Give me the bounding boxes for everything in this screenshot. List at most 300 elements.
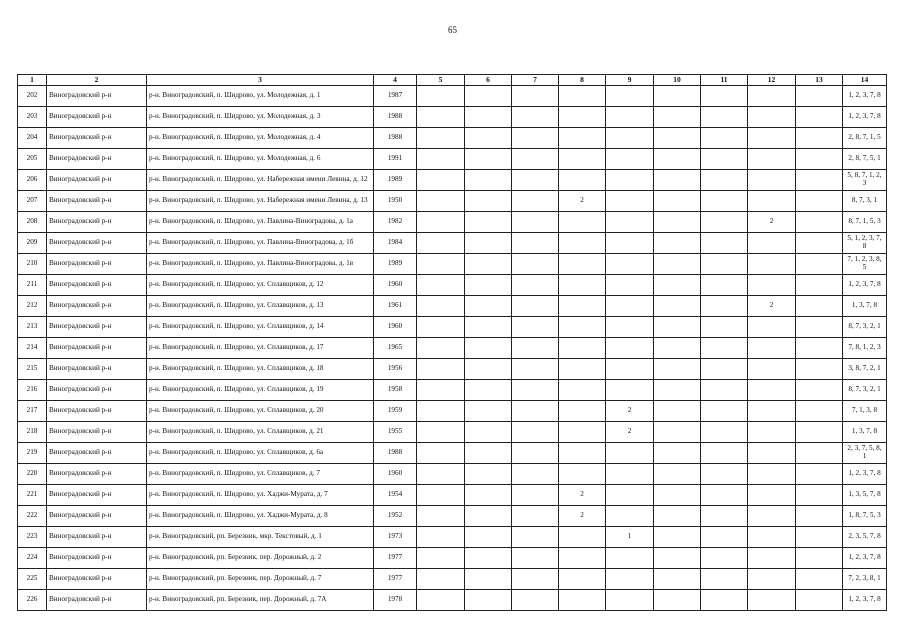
col7-cell — [512, 170, 559, 191]
col5-cell — [417, 380, 465, 401]
col5-cell — [417, 548, 465, 569]
table-row — [18, 233, 887, 254]
column-header: 4 — [374, 75, 417, 86]
col6-cell — [465, 590, 512, 611]
year-cell: 1982 — [374, 212, 417, 233]
column-header: 12 — [748, 75, 796, 86]
col7-cell — [512, 464, 559, 485]
year-cell: 1959 — [374, 401, 417, 422]
col9-cell — [606, 338, 654, 359]
col13-cell — [796, 149, 843, 170]
col13-cell — [796, 107, 843, 128]
col8-cell — [559, 233, 606, 254]
year-cell: 1977 — [374, 548, 417, 569]
col14-cell: 1, 3, 7, 8 — [843, 422, 887, 443]
col14-cell: 1, 2, 3, 7, 8 — [843, 275, 887, 296]
col13-cell — [796, 443, 843, 464]
table-row — [18, 506, 887, 527]
col12-cell — [748, 191, 796, 212]
table-row — [18, 359, 887, 380]
col8-cell — [559, 527, 606, 548]
col8-cell — [559, 275, 606, 296]
col7-cell — [512, 527, 559, 548]
col14-cell: 1, 2, 3, 7, 8 — [843, 86, 887, 107]
col13-cell — [796, 170, 843, 191]
row-number: 208 — [18, 212, 47, 233]
col9-cell — [606, 548, 654, 569]
col9-cell — [606, 296, 654, 317]
col12-cell — [748, 485, 796, 506]
col6-cell — [465, 275, 512, 296]
year-cell: 1978 — [374, 590, 417, 611]
col5-cell — [417, 275, 465, 296]
register-table — [17, 74, 887, 611]
row-number: 213 — [18, 317, 47, 338]
col7-cell — [512, 296, 559, 317]
col6-cell — [465, 233, 512, 254]
col5-cell — [417, 485, 465, 506]
col12-cell — [748, 464, 796, 485]
row-number: 218 — [18, 422, 47, 443]
table-row — [18, 401, 887, 422]
col12-cell — [748, 443, 796, 464]
col9-cell — [606, 506, 654, 527]
row-number: 221 — [18, 485, 47, 506]
col8-cell: 2 — [559, 506, 606, 527]
col10-cell — [654, 422, 701, 443]
col14-cell: 1, 2, 3, 7, 8 — [843, 590, 887, 611]
row-number: 203 — [18, 107, 47, 128]
col12-cell — [748, 506, 796, 527]
col6-cell — [465, 107, 512, 128]
col6-cell — [465, 464, 512, 485]
col12-cell — [748, 338, 796, 359]
col10-cell — [654, 317, 701, 338]
col13-cell — [796, 317, 843, 338]
col10-cell — [654, 254, 701, 275]
col11-cell — [701, 170, 748, 191]
table-row — [18, 128, 887, 149]
col7-cell — [512, 380, 559, 401]
district-cell: Виноградовский р-н — [47, 338, 147, 359]
col10-cell — [654, 401, 701, 422]
col7-cell — [512, 149, 559, 170]
district-cell: Виноградовский р-н — [47, 86, 147, 107]
address-cell: р-н. Виноградовский, п. Шидрово, ул. Хаджи-Мурата, д. 7 — [147, 485, 374, 506]
col13-cell — [796, 296, 843, 317]
address-cell: р-н. Виноградовский, п. Шидрово, ул. Сплавщиков, д. 7 — [147, 464, 374, 485]
col12-cell — [748, 422, 796, 443]
col10-cell — [654, 569, 701, 590]
col7-cell — [512, 548, 559, 569]
col5-cell — [417, 149, 465, 170]
col11-cell — [701, 569, 748, 590]
district-cell: Виноградовский р-н — [47, 254, 147, 275]
col13-cell — [796, 401, 843, 422]
col8-cell — [559, 296, 606, 317]
col14-cell: 8, 7, 3, 2, 1 — [843, 380, 887, 401]
col9-cell — [606, 359, 654, 380]
col14-cell: 1, 2, 3, 7, 8 — [843, 464, 887, 485]
col13-cell — [796, 548, 843, 569]
col14-cell: 1, 2, 3, 7, 8 — [843, 107, 887, 128]
col12-cell — [748, 233, 796, 254]
col10-cell — [654, 548, 701, 569]
row-number: 211 — [18, 275, 47, 296]
col7-cell — [512, 86, 559, 107]
address-cell: р-н. Виноградовский, п. Шидрово, ул. Сплавщиков, д. 21 — [147, 422, 374, 443]
col7-cell — [512, 191, 559, 212]
year-cell: 1987 — [374, 86, 417, 107]
col7-cell — [512, 443, 559, 464]
col10-cell — [654, 359, 701, 380]
col13-cell — [796, 233, 843, 254]
col5-cell — [417, 254, 465, 275]
table-row — [18, 380, 887, 401]
col9-cell — [606, 590, 654, 611]
column-header: 8 — [559, 75, 606, 86]
district-cell: Виноградовский р-н — [47, 590, 147, 611]
address-cell: р-н. Виноградовский, п. Шидрово, ул. Хаджи-Мурата, д. 8 — [147, 506, 374, 527]
col6-cell — [465, 569, 512, 590]
col13-cell — [796, 590, 843, 611]
col11-cell — [701, 464, 748, 485]
table-row — [18, 317, 887, 338]
col5-cell — [417, 401, 465, 422]
col7-cell — [512, 569, 559, 590]
col11-cell — [701, 128, 748, 149]
col6-cell — [465, 527, 512, 548]
col8-cell — [559, 86, 606, 107]
col14-cell: 5, 1, 2, 3, 7, 8 — [843, 233, 887, 254]
district-cell: Виноградовский р-н — [47, 233, 147, 254]
col10-cell — [654, 170, 701, 191]
col10-cell — [654, 485, 701, 506]
col5-cell — [417, 506, 465, 527]
col12-cell — [748, 590, 796, 611]
col12-cell — [748, 359, 796, 380]
col6-cell — [465, 422, 512, 443]
col13-cell — [796, 506, 843, 527]
page-number: 65 — [448, 25, 457, 35]
col13-cell — [796, 359, 843, 380]
col12-cell — [748, 86, 796, 107]
col10-cell — [654, 506, 701, 527]
col12-cell — [748, 128, 796, 149]
col13-cell — [796, 254, 843, 275]
col11-cell — [701, 317, 748, 338]
year-cell: 1984 — [374, 233, 417, 254]
district-cell: Виноградовский р-н — [47, 107, 147, 128]
col11-cell — [701, 401, 748, 422]
district-cell: Виноградовский р-н — [47, 485, 147, 506]
col14-cell: 7, 1, 2, 3, 8, 5 — [843, 254, 887, 275]
year-cell: 1954 — [374, 485, 417, 506]
col9-cell — [606, 128, 654, 149]
col5-cell — [417, 86, 465, 107]
col7-cell — [512, 107, 559, 128]
col8-cell: 2 — [559, 485, 606, 506]
col6-cell — [465, 296, 512, 317]
year-cell: 1988 — [374, 443, 417, 464]
address-cell: р-н. Виноградовский, п. Шидрово, ул. Сплавщиков, д. 14 — [147, 317, 374, 338]
col14-cell: 3, 8, 7, 2, 1 — [843, 359, 887, 380]
col14-cell: 2, 3, 7, 5, 8, 1 — [843, 443, 887, 464]
district-cell: Виноградовский р-н — [47, 548, 147, 569]
year-cell: 1955 — [374, 422, 417, 443]
district-cell: Виноградовский р-н — [47, 296, 147, 317]
col10-cell — [654, 128, 701, 149]
col5-cell — [417, 422, 465, 443]
address-cell: р-н. Виноградовский, п. Шидрово, ул. Сплавщиков, д. 6а — [147, 443, 374, 464]
col11-cell — [701, 86, 748, 107]
table-row — [18, 107, 887, 128]
row-number: 215 — [18, 359, 47, 380]
address-cell: р-н. Виноградовский, п. Шидрово, ул. Сплавщиков, д. 20 — [147, 401, 374, 422]
col12-cell — [748, 170, 796, 191]
table-row — [18, 443, 887, 464]
col11-cell — [701, 233, 748, 254]
col11-cell — [701, 548, 748, 569]
district-cell: Виноградовский р-н — [47, 422, 147, 443]
col5-cell — [417, 590, 465, 611]
col11-cell — [701, 527, 748, 548]
district-cell: Виноградовский р-н — [47, 569, 147, 590]
address-cell: р-н. Виноградовский, п. Шидрово, ул. Молодежная, д. 1 — [147, 86, 374, 107]
col10-cell — [654, 338, 701, 359]
col14-cell: 2, 8, 7, 1, 5 — [843, 128, 887, 149]
col12-cell — [748, 317, 796, 338]
col9-cell — [606, 569, 654, 590]
district-cell: Виноградовский р-н — [47, 443, 147, 464]
col11-cell — [701, 296, 748, 317]
col8-cell — [559, 359, 606, 380]
col13-cell — [796, 191, 843, 212]
col6-cell — [465, 212, 512, 233]
col9-cell — [606, 485, 654, 506]
year-cell: 1977 — [374, 569, 417, 590]
row-number: 224 — [18, 548, 47, 569]
col12-cell — [748, 527, 796, 548]
col5-cell — [417, 569, 465, 590]
col9-cell — [606, 149, 654, 170]
column-header: 11 — [701, 75, 748, 86]
row-number: 205 — [18, 149, 47, 170]
district-cell: Виноградовский р-н — [47, 170, 147, 191]
table-row — [18, 149, 887, 170]
col5-cell — [417, 317, 465, 338]
year-cell: 1989 — [374, 254, 417, 275]
col9-cell: 2 — [606, 422, 654, 443]
column-header: 6 — [465, 75, 512, 86]
col14-cell: 2, 8, 7, 5, 1 — [843, 149, 887, 170]
col5-cell — [417, 128, 465, 149]
row-number: 225 — [18, 569, 47, 590]
col7-cell — [512, 128, 559, 149]
table-row — [18, 569, 887, 590]
col12-cell — [748, 380, 796, 401]
row-number: 226 — [18, 590, 47, 611]
col5-cell — [417, 464, 465, 485]
col5-cell — [417, 359, 465, 380]
district-cell: Виноградовский р-н — [47, 191, 147, 212]
year-cell: 1973 — [374, 527, 417, 548]
col5-cell — [417, 191, 465, 212]
col14-cell: 7, 8, 1, 2, 3 — [843, 338, 887, 359]
district-cell: Виноградовский р-н — [47, 149, 147, 170]
col9-cell — [606, 86, 654, 107]
column-header: 1 — [18, 75, 47, 86]
col6-cell — [465, 338, 512, 359]
col9-cell — [606, 317, 654, 338]
col11-cell — [701, 191, 748, 212]
year-cell: 1950 — [374, 191, 417, 212]
col11-cell — [701, 254, 748, 275]
district-cell: Виноградовский р-н — [47, 359, 147, 380]
col6-cell — [465, 128, 512, 149]
col14-cell: 8, 7, 1, 5, 3 — [843, 212, 887, 233]
column-header: 14 — [843, 75, 887, 86]
col6-cell — [465, 485, 512, 506]
col7-cell — [512, 317, 559, 338]
table-row — [18, 548, 887, 569]
col6-cell — [465, 548, 512, 569]
col10-cell — [654, 233, 701, 254]
col8-cell — [559, 128, 606, 149]
col8-cell — [559, 254, 606, 275]
row-number: 219 — [18, 443, 47, 464]
row-number: 220 — [18, 464, 47, 485]
address-cell: р-н. Виноградовский, рп. Березник, пер. Дорожный, д. 7 — [147, 569, 374, 590]
col13-cell — [796, 527, 843, 548]
col8-cell — [559, 212, 606, 233]
col14-cell: 1, 3, 7, 8 — [843, 296, 887, 317]
year-cell: 1991 — [374, 149, 417, 170]
col12-cell: 2 — [748, 296, 796, 317]
table-row — [18, 590, 887, 611]
district-cell: Виноградовский р-н — [47, 212, 147, 233]
col9-cell: 1 — [606, 527, 654, 548]
col7-cell — [512, 254, 559, 275]
col12-cell — [748, 569, 796, 590]
col5-cell — [417, 338, 465, 359]
address-cell: р-н. Виноградовский, п. Шидрово, ул. Молодежная, д. 6 — [147, 149, 374, 170]
col13-cell — [796, 128, 843, 149]
col8-cell — [559, 107, 606, 128]
district-cell: Виноградовский р-н — [47, 527, 147, 548]
col5-cell — [417, 212, 465, 233]
year-cell: 1960 — [374, 464, 417, 485]
col6-cell — [465, 170, 512, 191]
address-cell: р-н. Виноградовский, п. Шидрово, ул. Набережная имени Левина, д. 12 — [147, 170, 374, 191]
col5-cell — [417, 527, 465, 548]
col8-cell — [559, 548, 606, 569]
year-cell: 1952 — [374, 506, 417, 527]
col9-cell: 2 — [606, 401, 654, 422]
col14-cell: 1, 8, 7, 5, 3 — [843, 506, 887, 527]
col7-cell — [512, 401, 559, 422]
column-header: 5 — [417, 75, 465, 86]
col10-cell — [654, 107, 701, 128]
col6-cell — [465, 317, 512, 338]
col10-cell — [654, 212, 701, 233]
row-number: 214 — [18, 338, 47, 359]
col14-cell: 7, 2, 3, 8, 1 — [843, 569, 887, 590]
col7-cell — [512, 359, 559, 380]
col11-cell — [701, 380, 748, 401]
col8-cell — [559, 401, 606, 422]
col8-cell — [559, 443, 606, 464]
col13-cell — [796, 485, 843, 506]
col13-cell — [796, 422, 843, 443]
year-cell: 1960 — [374, 275, 417, 296]
address-cell: р-н. Виноградовский, п. Шидрово, ул. Сплавщиков, д. 18 — [147, 359, 374, 380]
col7-cell — [512, 212, 559, 233]
col10-cell — [654, 443, 701, 464]
col5-cell — [417, 170, 465, 191]
address-cell: р-н. Виноградовский, рп. Березник, пер. Дорожный, д. 2 — [147, 548, 374, 569]
address-cell: р-н. Виноградовский, п. Шидрово, ул. Сплавщиков, д. 19 — [147, 380, 374, 401]
col10-cell — [654, 275, 701, 296]
col9-cell — [606, 170, 654, 191]
col6-cell — [465, 401, 512, 422]
col13-cell — [796, 86, 843, 107]
district-cell: Виноградовский р-н — [47, 128, 147, 149]
row-number: 210 — [18, 254, 47, 275]
table-row — [18, 191, 887, 212]
row-number: 207 — [18, 191, 47, 212]
col9-cell — [606, 275, 654, 296]
col11-cell — [701, 338, 748, 359]
col7-cell — [512, 485, 559, 506]
col6-cell — [465, 86, 512, 107]
address-cell: р-н. Виноградовский, п. Шидрово, ул. Павлина-Виноградова, д. 1в — [147, 254, 374, 275]
col11-cell — [701, 359, 748, 380]
year-cell: 1965 — [374, 338, 417, 359]
column-header: 2 — [47, 75, 147, 86]
col9-cell — [606, 380, 654, 401]
col8-cell: 2 — [559, 191, 606, 212]
district-cell: Виноградовский р-н — [47, 380, 147, 401]
col14-cell: 2, 3, 5, 7, 8 — [843, 527, 887, 548]
col5-cell — [417, 107, 465, 128]
col6-cell — [465, 149, 512, 170]
col10-cell — [654, 464, 701, 485]
col11-cell — [701, 422, 748, 443]
col11-cell — [701, 506, 748, 527]
col13-cell — [796, 212, 843, 233]
col11-cell — [701, 275, 748, 296]
col12-cell — [748, 275, 796, 296]
col8-cell — [559, 590, 606, 611]
col8-cell — [559, 464, 606, 485]
col13-cell — [796, 464, 843, 485]
col14-cell: 7, 1, 3, 8 — [843, 401, 887, 422]
row-number: 206 — [18, 170, 47, 191]
col10-cell — [654, 296, 701, 317]
col7-cell — [512, 233, 559, 254]
address-cell: р-н. Виноградовский, п. Шидрово, ул. Павлина-Виноградова, д. 1б — [147, 233, 374, 254]
col12-cell — [748, 254, 796, 275]
col7-cell — [512, 422, 559, 443]
col8-cell — [559, 317, 606, 338]
col9-cell — [606, 233, 654, 254]
row-number: 209 — [18, 233, 47, 254]
table-row — [18, 254, 887, 275]
col8-cell — [559, 170, 606, 191]
year-cell: 1956 — [374, 359, 417, 380]
address-cell: р-н. Виноградовский, п. Шидрово, ул. Сплавщиков, д. 13 — [147, 296, 374, 317]
